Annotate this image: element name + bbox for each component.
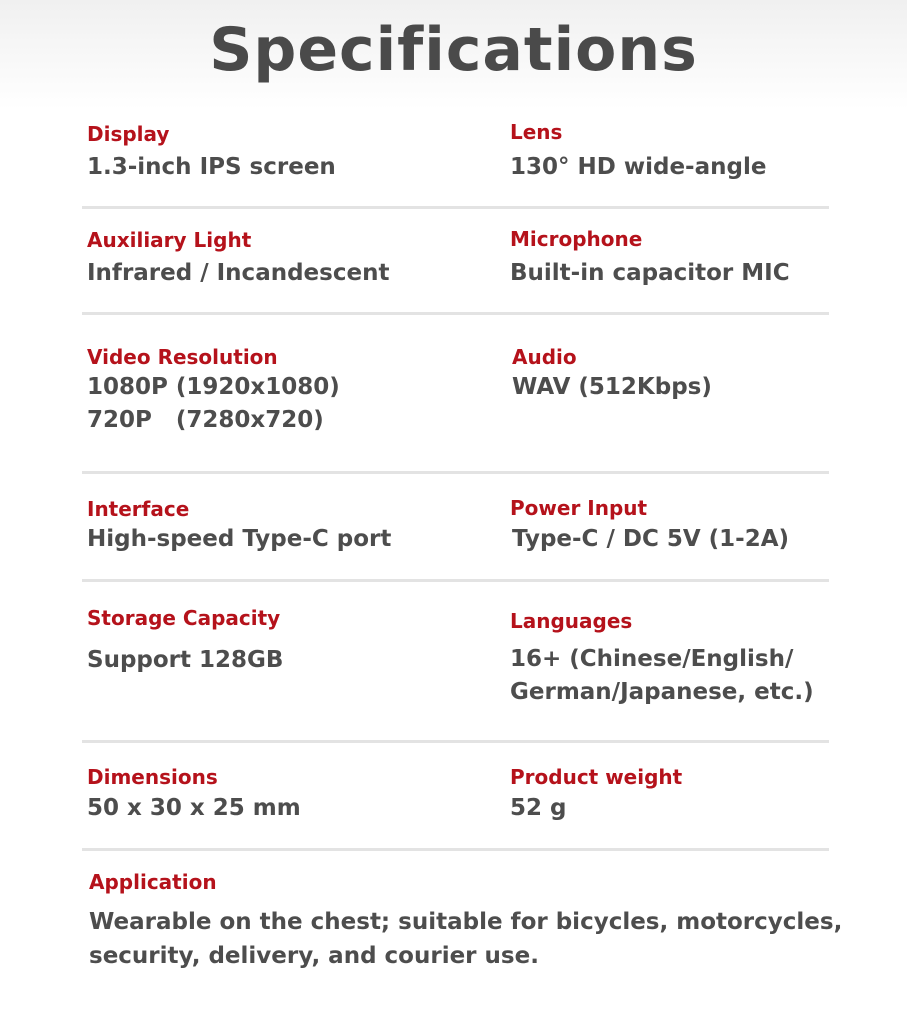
spec-label-lens: Lens [510, 120, 563, 144]
spec-value-languages-line2: German/Japanese, etc.) [510, 679, 814, 705]
spec-value-interface: High-speed Type-C port [87, 526, 392, 552]
spec-label-dimensions: Dimensions [87, 765, 218, 789]
spec-value-video-resolution-1080p: 1080P (1920x1080) [87, 374, 340, 400]
row-divider [82, 848, 829, 851]
spec-value-storage-capacity: Support 128GB [87, 647, 284, 673]
spec-label-storage-capacity: Storage Capacity [87, 606, 281, 630]
spec-label-audio: Audio [512, 345, 577, 369]
spec-value-display: 1.3-inch IPS screen [87, 154, 336, 180]
row-divider [82, 471, 829, 474]
spec-label-auxiliary-light: Auxiliary Light [87, 228, 252, 252]
spec-value-power-input: Type-C / DC 5V (1-2A) [512, 526, 790, 552]
row-divider [82, 206, 829, 209]
row-divider [82, 740, 829, 743]
spec-label-product-weight: Product weight [510, 765, 683, 789]
spec-label-interface: Interface [87, 497, 190, 521]
row-divider [82, 579, 829, 582]
spec-value-auxiliary-light: Infrared / Incandescent [87, 260, 390, 286]
page-title: Specifications [209, 15, 698, 85]
row-divider [82, 312, 829, 315]
spec-value-video-resolution-720p: 720P (7280x720) [87, 407, 324, 433]
spec-value-audio: WAV (512Kbps) [512, 374, 712, 400]
spec-value-product-weight: 52 g [510, 795, 567, 821]
spec-value-lens: 130° HD wide-angle [510, 154, 767, 180]
spec-value-application-line1: Wearable on the chest; suitable for bicycles, motorcycles, [89, 909, 843, 935]
spec-label-power-input: Power Input [510, 496, 648, 520]
spec-label-languages: Languages [510, 609, 633, 633]
spec-value-microphone: Built-in capacitor MIC [510, 260, 790, 286]
spec-label-application: Application [89, 870, 217, 894]
spec-label-display: Display [87, 122, 170, 146]
spec-value-languages-line1: 16+ (Chinese/English/ [510, 646, 794, 672]
spec-label-video-resolution: Video Resolution [87, 345, 278, 369]
spec-value-application-line2: security, delivery, and courier use. [89, 943, 539, 969]
spec-label-microphone: Microphone [510, 227, 643, 251]
spec-value-dimensions: 50 x 30 x 25 mm [87, 795, 301, 821]
